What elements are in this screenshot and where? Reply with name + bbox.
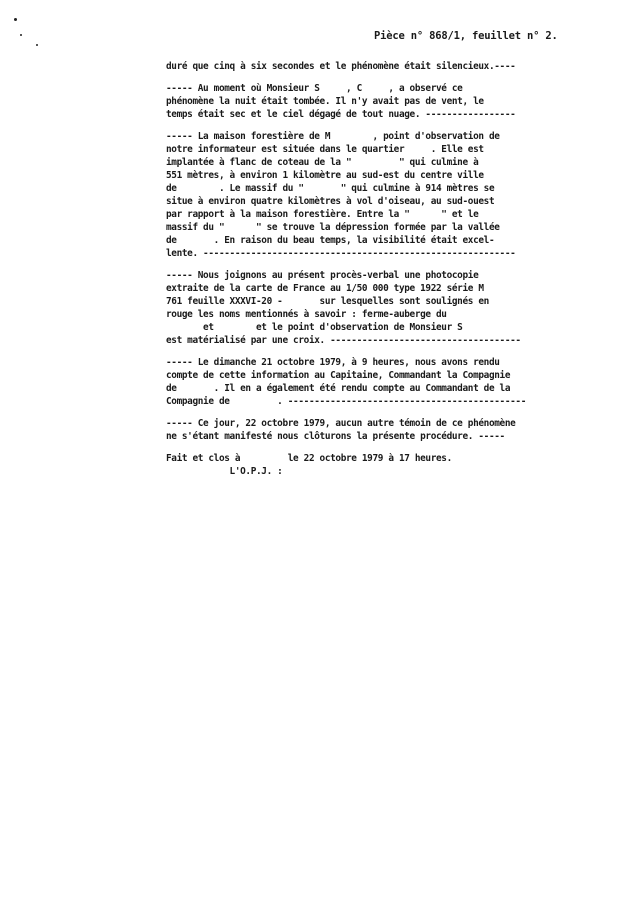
text-line: Fait et clos à le 22 octobre 1979 à 17 heures.: [166, 453, 452, 464]
text-line: lente. -----------------------------------------------------------: [166, 248, 516, 259]
paragraph-gap: [166, 73, 626, 82]
text-line: situe à environ quatre kilomètres à vol d'oiseau, au sud-ouest: [166, 196, 495, 207]
text-line: 761 feuille XXXVI-20 - sur lesquelles sont soulignés en: [166, 296, 489, 307]
text-line: rouge les noms mentionnés à savoir : ferme-auberge du: [166, 309, 447, 320]
paragraph-gap: [166, 347, 626, 356]
text-line: et et le point d'observation de Monsieur S: [166, 322, 463, 333]
page-header: Pièce n° 868/1, feuillet n° 2.: [374, 30, 558, 42]
text-line: ne s'étant manifesté nous clôturons la présente procédure. -----: [166, 431, 505, 442]
text-line: temps était sec et le ciel dégagé de tout nuage. -----------------: [166, 109, 516, 120]
paragraph-gap: [166, 443, 626, 452]
text-line: ----- Au moment où Monsieur S , C , a observé ce: [166, 83, 463, 94]
paragraph-gap: [166, 260, 626, 269]
text-line: extraite de la carte de France au 1/50 000 type 1922 série M: [166, 283, 484, 294]
text-line: notre informateur est située dans le quartier . Elle est: [166, 144, 484, 155]
paragraph-gap: [166, 121, 626, 130]
text-line: L'O.P.J. :: [166, 466, 283, 477]
text-line: de . En raison du beau temps, la visibilité était excel-: [166, 235, 495, 246]
text-line: ----- Ce jour, 22 octobre 1979, aucun autre témoin de ce phénomène: [166, 418, 516, 429]
text-line: par rapport à la maison forestière. Entre la " " et le: [166, 209, 479, 220]
text-line: ----- La maison forestière de M , point d'observation de: [166, 131, 500, 142]
text-line: Compagnie de . ---------------------------------------------: [166, 396, 527, 407]
scan-speck: [36, 44, 38, 46]
text-line: massif du " " se trouve la dépression formée par la vallée: [166, 222, 500, 233]
text-line: ----- Nous joignons au présent procès-verbal une photocopie: [166, 270, 479, 281]
document-body: [166, 60, 626, 478]
text-line: compte de cette information au Capitaine, Commandant la Compagnie: [166, 370, 511, 381]
text-line: de . Il en a également été rendu compte au Commandant de la: [166, 383, 511, 394]
text-line: duré que cinq à six secondes et le phénomène était silencieux.----: [166, 61, 516, 72]
text-line: 551 mètres, à environ 1 kilomètre au sud-est du centre ville: [166, 170, 484, 181]
scan-speck: [20, 34, 22, 36]
text-line: implantée à flanc de coteau de la " " qui culmine à: [166, 157, 479, 168]
text-line: de . Le massif du " " qui culmine à 914 mètres se: [166, 183, 495, 194]
paragraph-gap: [166, 408, 626, 417]
text-line: phénomène la nuit était tombée. Il n'y avait pas de vent, le: [166, 96, 484, 107]
text-line: est matérialisé par une croix. ------------------------------------: [166, 335, 521, 346]
scan-speck: [14, 18, 17, 21]
text-line: ----- Le dimanche 21 octobre 1979, à 9 heures, nous avons rendu: [166, 357, 500, 368]
